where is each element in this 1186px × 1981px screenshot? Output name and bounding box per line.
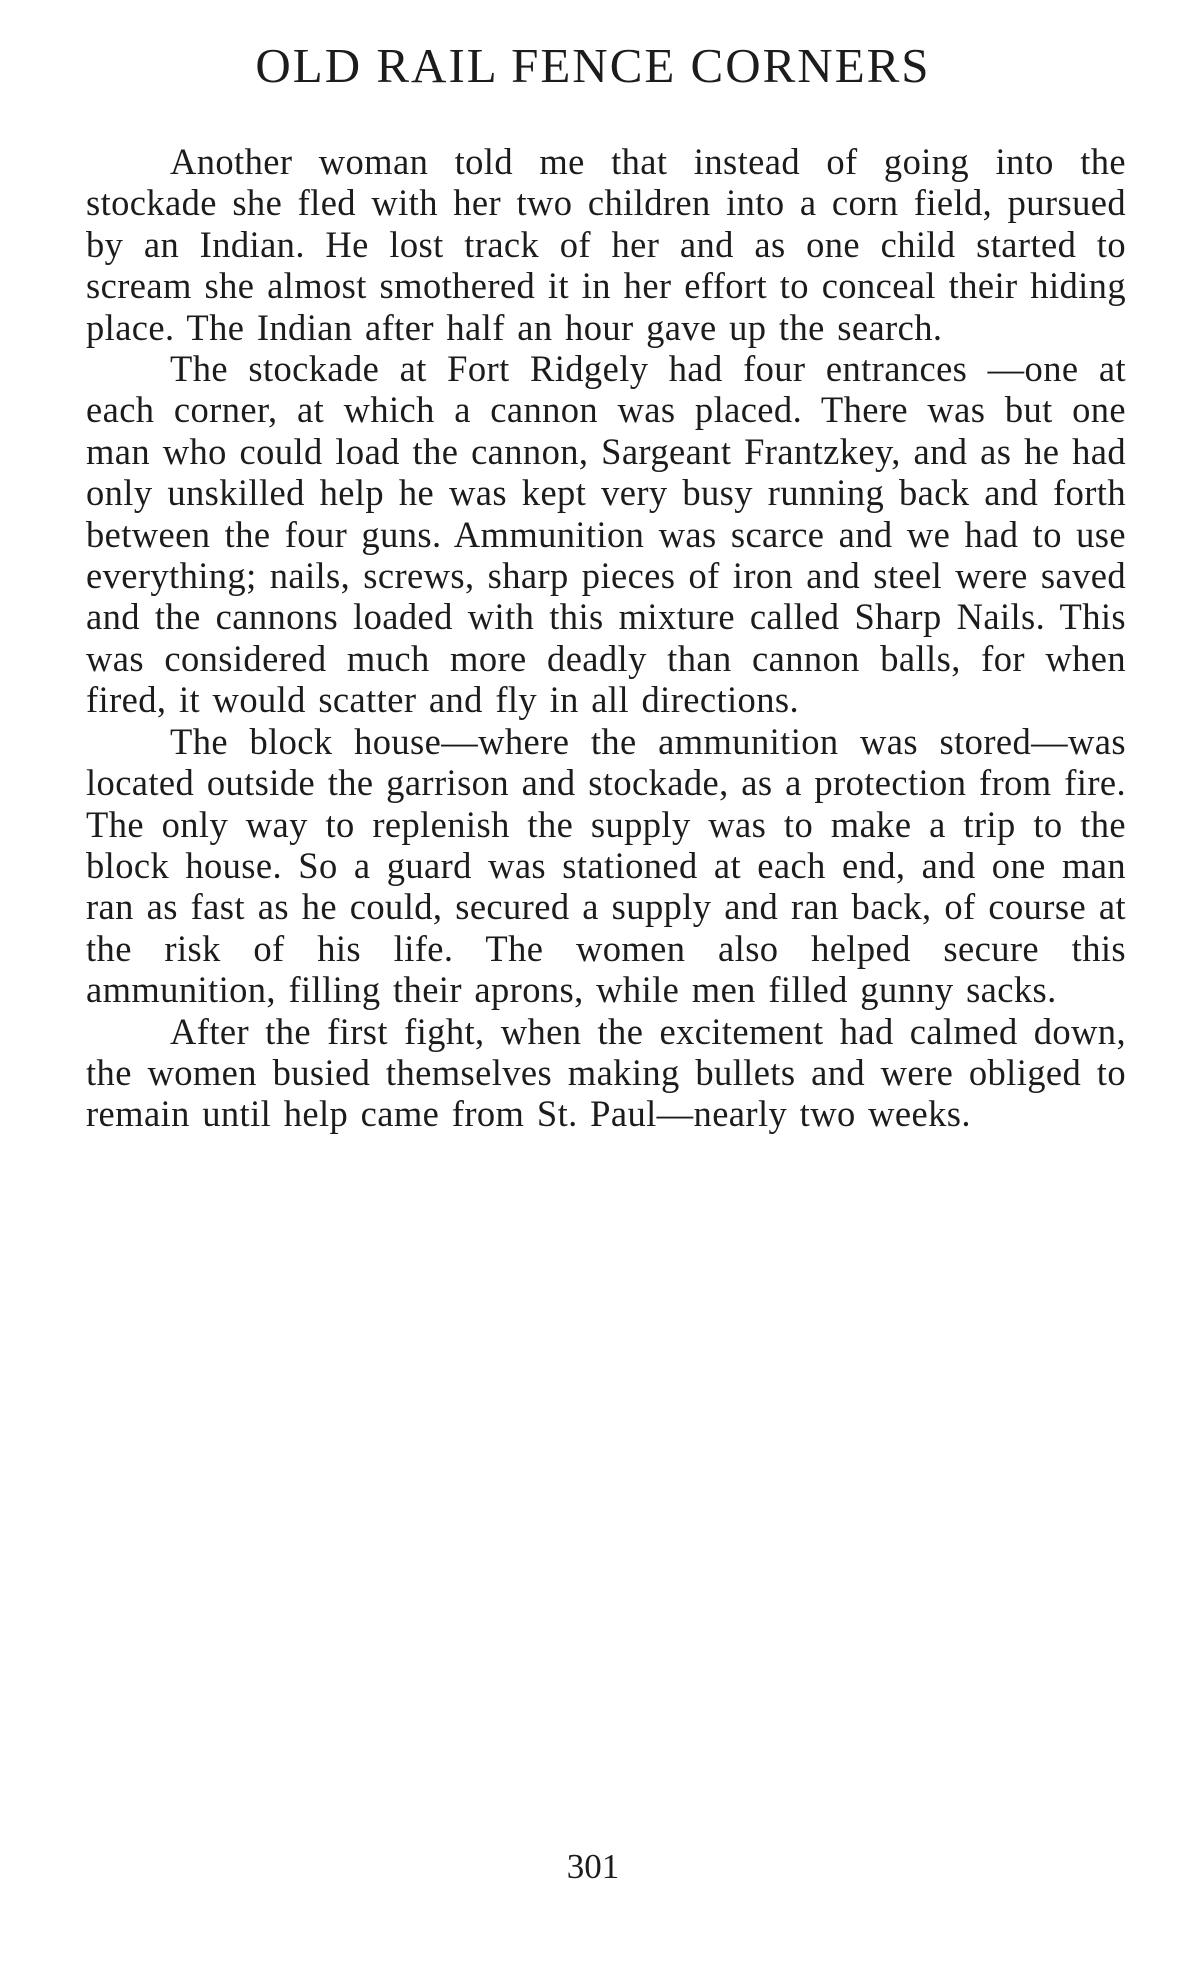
page-number: 301 — [566, 1847, 620, 1886]
paragraph-2: The stockade at Fort Ridgely had four entrances —one at each corner, at which a cannon was placed. There was but one man who could load the cannon, Sargeant Frantzkey, and as he had only unskilled help he was kept very busy running back and forth between the four guns. Ammunition was scarce and we had to use everything; nails, screws, sharp pieces of iron and steel were saved and the cannons loaded with this mixture called Sharp Nails. This was considered much more deadly than cannon balls, for when fired, it would scatter and fly in all directions. — [86, 348, 1126, 721]
paragraph-3: The block house—where the ammunition was stored—was located outside the garrison and stockade, as a protection from fire. The only way to replenish the supply was to make a trip to the block house. So a guard was stationed at each end, and one man ran as fast as he could, secured a supply and ran back, of course at the risk of his life. The women also helped secure this ammunition, filling their aprons, while men filled gunny sacks. — [86, 720, 1126, 1011]
paragraph-4: After the first fight, when the excitement had calmed down, the women busied themselves making bullets and were obliged to remain until help came from St. Paul—nearly two weeks. — [86, 1010, 1126, 1135]
paragraph-1: Another woman told me that instead of going into the stockade she fled with her two children into a corn field, pursued by an Indian. He lost track of her and as one child started to scream she almost smothered it in her effort to conceal their hiding place. The Indian after half an hour gave up the search. — [86, 141, 1126, 348]
running-head: OLD RAIL FENCE CORNERS — [255, 38, 931, 93]
body-text — [86, 141, 1126, 1135]
